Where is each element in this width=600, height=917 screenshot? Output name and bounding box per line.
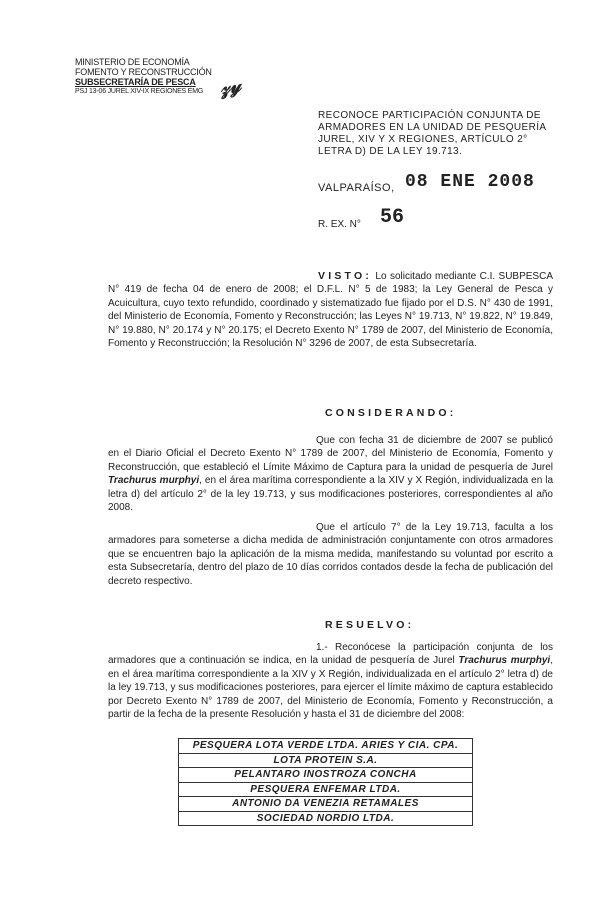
species-name: Trachurus murphyi [108,475,200,487]
considerando-paragraph-1 [108,434,553,514]
visto-label: VISTO: [318,270,373,282]
subsecretaria-line: SUBSECRETARÍA DE PESCA [75,77,196,87]
visto-paragraph [108,270,553,350]
res1-text-a: 1.- Reconócese la participación conjunta de los armadores que a continuación se indica, en la unidad de pesquería de Jurel [108,642,553,667]
company-cell: ANTONIO DA VENEZIA RETAMALES [179,797,473,812]
table-row [179,768,473,783]
companies-table [178,738,473,826]
date-stamp: 08 ENE 2008 [405,172,535,192]
res1-text-b: , en el área marítima correspondiente a la XIV y X Región, individualizada en el artículo 2° letra d) de la ley 19.713, y sus modificaciones posteriores, para ejercer el límite máximo de captura establecido por Decreto Exento N° 1789 de 2007, del Ministerio de Economía, Fomento y Reconstrucción, a partir de la fecha de la presente Resolución y hasta el 31 de diciembre del 2008: [108,655,553,721]
company-cell: PELANTARO INOSTROZA CONCHA [179,768,473,783]
table-row [179,797,473,812]
letterhead [75,57,212,97]
table-row [179,739,473,754]
place-label: VALPARAÍSO, [318,182,395,194]
rex-number: 56 [380,206,405,229]
table-row [179,782,473,797]
resuelvo-heading: RESUELVO: [325,619,415,631]
handwritten-initials: 𝓏𝓎 [218,74,243,100]
ministry-subline: FOMENTO Y RECONSTRUCCIÓN [75,67,212,77]
species-name: Trachurus murphyi [458,655,551,667]
company-cell: SOCIEDAD NORDIO LTDA. [179,811,473,826]
rex-label: R. EX. N° [318,219,361,230]
company-cell: PESQUERA ENFEMAR LTDA. [179,782,473,797]
para1-text-b: , en el área marítima correspondiente a la XIV y X Región, individualizada en la letra d) del artículo 2° de la ley 19.713, y sus modificaciones posteriores, correspondientes al año 2008. [108,475,554,514]
table-row [179,811,473,826]
resuelvo-paragraph-1 [108,641,553,721]
table-row [179,753,473,768]
file-code: PSJ 13-06 JUREL XIV-IX REGIONES EMG [75,88,204,95]
resolution-title: RECONOCE PARTICIPACIÓN CONJUNTA DE ARMADORES EN LA UNIDAD DE PESQUERÍA JUREL, XIV Y X REGIONES, ARTÍCULO 2° LETRA D) DE LA LEY 19.713. [318,110,546,157]
ministry-line: MINISTERIO DE ECONOMÍA [75,57,190,67]
considerando-heading: CONSIDERANDO: [325,407,457,419]
considerando-paragraph-2: Que el artículo 7° de la Ley 19.713, faculta a los armadores para someterse a dicha medida de administración conjuntamente con otros armadores que se encuentren bajo la aplicación de la misma medida, manifestando su voluntad por escrito a esta Subsecretaría, dentro del plazo de 10 días corridos contados desde la fecha de publicación del decreto respectivo. [108,522,553,587]
company-cell: PESQUERA LOTA VERDE LTDA. ARIES Y CIA. CPA. [179,739,473,754]
para1-text-a: Que con fecha 31 de diciembre de 2007 se publicó en el Diario Oficial el Decreto Exento N° 1789 de 2007, del Ministerio de Economía, Fomento y Reconstrucción, que estableció el Límite Máximo de Captura para la unidad de pesquería de Jurel [108,435,553,473]
company-cell: LOTA PROTEIN S.A. [179,753,473,768]
visto-text: Lo solicitado mediante C.I. SUBPESCA N° 419 de fecha 04 de enero de 2008; el D.F.L. N° 5 de 1983; la Ley General de Pesca y Acuicultura, cuyo texto refundido, coordinado y sistematizado fue fijado por el D.S. N° 430 de 1991, del Ministerio de Economía, Fomento y Reconstrucción; las Leyes N° 19.713, N° 19.822, N° 19.849, N° 19.880, N° 20.174 y N° 20.175; el Decreto Exento N° 1789 de 2007, del Ministerio de Economía, Fomento y Reconstrucción; la Resolución N° 3296 de 2007, de esta Subsecretaría. [108,271,553,350]
